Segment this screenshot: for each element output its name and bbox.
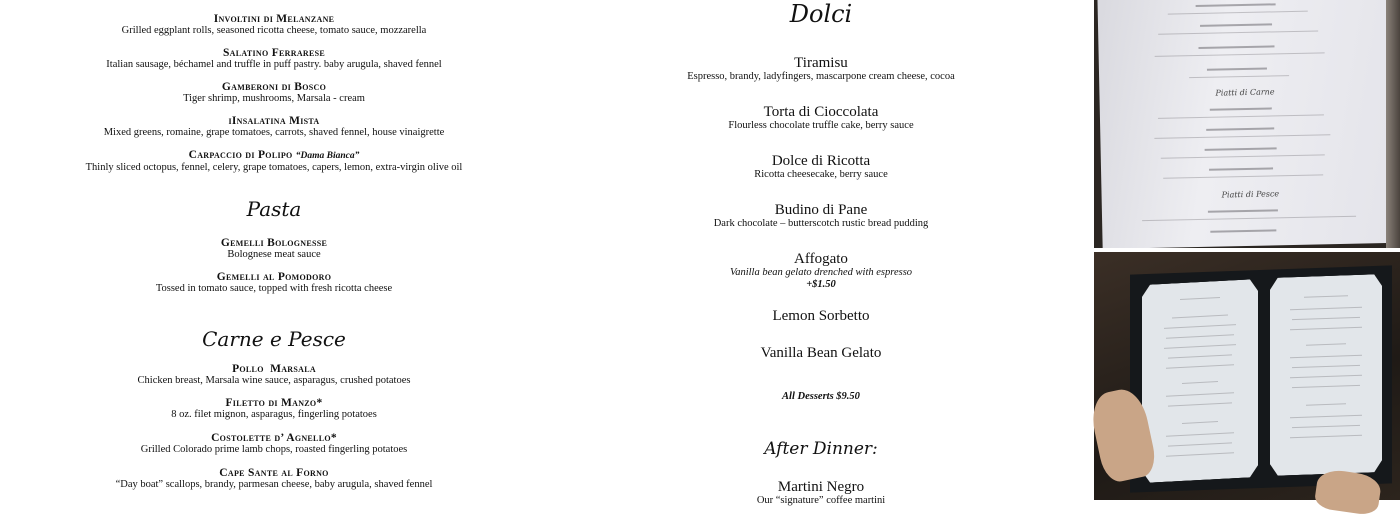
dessert-description: Espresso, brandy, ladyfingers, mascarpone cream cheese, cocoa	[687, 71, 955, 82]
menu-page-left	[0, 0, 548, 500]
menu-page-dolci	[548, 0, 1094, 506]
item-name: iInsalatina Mista	[228, 115, 320, 127]
drink-name: Martini Negro	[777, 479, 865, 495]
dessert-description: Vanilla bean gelato drenched with espresso	[729, 267, 913, 278]
item-description: Thinly sliced octopus, fennel, celery, grape tomatoes, capers, lemon, extra-virgin olive oil	[85, 162, 463, 173]
photo-heading-carne: Piatti di Carne	[1215, 87, 1275, 98]
photo-open-menu-folder	[1094, 252, 1400, 500]
menu-item	[0, 81, 548, 105]
item-name: Gemelli al Pomodoro	[216, 271, 332, 283]
item-description: 8 oz. filet mignon, asparagus, fingerling potatoes	[171, 409, 377, 420]
item-description: Grilled Colorado prime lamb chops, roasted fingerling potatoes	[140, 444, 408, 455]
menu-item	[0, 363, 548, 387]
section-heading-pasta: Pasta	[246, 197, 302, 221]
menu-page-photo-right	[1270, 274, 1382, 476]
item-description: Mixed greens, romaine, grape tomatoes, carrots, shaved fennel, house vinaigrette	[103, 127, 445, 138]
item-description: Italian sausage, béchamel and truffle in puff pastry. baby arugula, shaved fennel	[106, 59, 442, 70]
dessert-description: Dark chocolate – butterscotch rustic bread pudding	[713, 218, 929, 229]
dessert-name: Torta di Cioccolata	[763, 104, 879, 120]
menu-paper	[1097, 0, 1392, 249]
section-heading-carne: Carne e Pesce	[202, 327, 346, 351]
item-description: “Day boat” scallops, brandy, parmesan cheese, baby arugula, shaved fennel	[115, 479, 433, 490]
dessert-name: Tiramisu	[794, 55, 848, 71]
dessert-description: Flourless chocolate truffle cake, berry sauce	[728, 120, 914, 131]
menu-item	[0, 397, 548, 421]
photo-menu-closeup	[1094, 0, 1400, 248]
section-heading-dolci: Dolci	[789, 0, 853, 28]
menu-item	[0, 13, 548, 37]
menu-item	[0, 467, 548, 491]
menu-item	[0, 115, 548, 139]
menu-item	[0, 271, 548, 295]
item-description: Grilled eggplant rolls, seasoned ricotta cheese, tomato sauce, mozzarella	[121, 25, 427, 36]
item-name: Filetto di Manzo*	[225, 397, 323, 409]
menu-item	[0, 47, 548, 71]
item-description: Tiger shrimp, mushrooms, Marsala - cream	[183, 93, 365, 104]
section-heading-after-dinner: After Dinner:	[764, 439, 878, 459]
item-name: Gamberoni di Bosco	[221, 81, 327, 93]
menu-item	[0, 432, 548, 456]
item-description: Bolognese meat sauce	[227, 249, 321, 260]
all-desserts-price: All Desserts $9.50	[782, 391, 860, 402]
item-name-extra: “Dama Bianca”	[295, 151, 360, 161]
item-name: Cape Sante al Forno	[219, 467, 329, 479]
table-edge	[1386, 0, 1400, 248]
dessert-name: Budino di Pane	[774, 202, 868, 218]
dessert-name: Dolce di Ricotta	[771, 153, 871, 169]
item-name: Costolette d’ Agnello*	[211, 432, 337, 444]
dessert-name: Affogato	[794, 251, 848, 267]
dessert-price: +$1.50	[806, 279, 836, 290]
item-name: Salatino Ferrarese	[222, 47, 325, 59]
item-name: Involtini di Melanzane	[213, 13, 335, 25]
drink-description: Our “signature” coffee martini	[756, 495, 886, 506]
menu-page-photo-left	[1142, 279, 1258, 483]
item-name: Pollo Marsala	[232, 363, 316, 375]
menu-item	[0, 237, 548, 261]
item-name: Gemelli Bolognesse	[220, 237, 328, 249]
menu-item	[0, 149, 548, 174]
photo-heading-pesce: Piatti di Pesce	[1221, 189, 1280, 200]
dessert-name: Lemon Sorbetto	[772, 308, 870, 324]
item-description: Chicken breast, Marsala wine sauce, asparagus, crushed potatoes	[137, 375, 411, 386]
dessert-name: Vanilla Bean Gelato	[760, 345, 882, 361]
dessert-description: Ricotta cheesecake, berry sauce	[754, 169, 888, 180]
item-name: Carpaccio di Polipo “Dama Bianca”	[188, 149, 360, 161]
item-description: Tossed in tomato sauce, topped with fresh ricotta cheese	[155, 283, 393, 294]
